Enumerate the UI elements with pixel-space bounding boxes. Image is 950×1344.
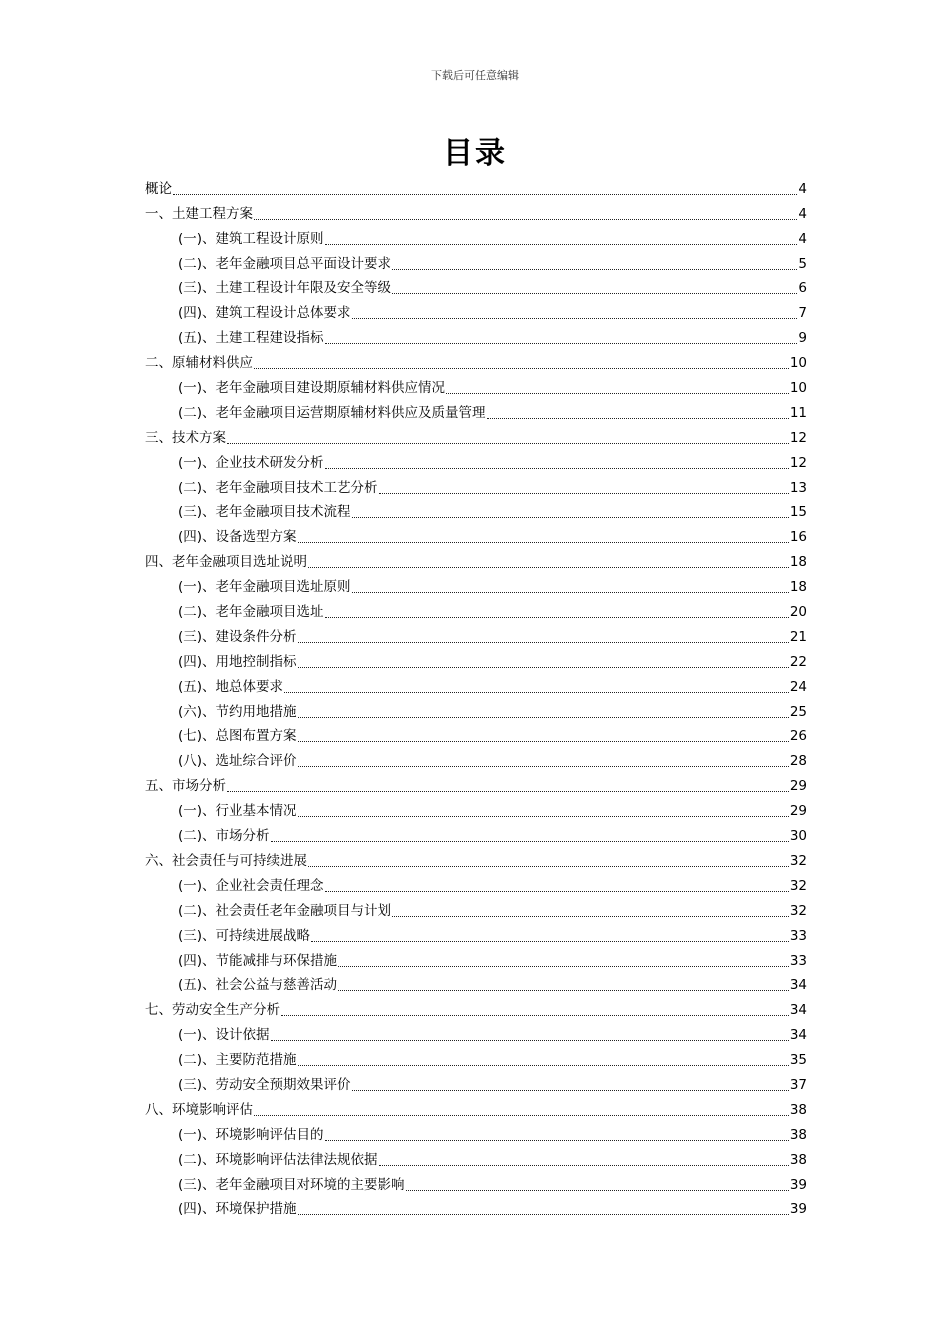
toc-entry-label: (四)、用地控制指标 — [178, 653, 297, 670]
toc-entry-label: (二)、环境影响评估法律法规依据 — [178, 1151, 378, 1168]
toc-entry-label: (一)、老年金融项目选址原则 — [178, 579, 351, 596]
toc-section-entry[interactable] — [145, 1070, 807, 1095]
toc-page-number: 4 — [798, 180, 807, 197]
toc-dot-leader — [392, 293, 797, 294]
toc-section-entry[interactable] — [145, 871, 807, 896]
toc-chapter-entry[interactable] — [145, 771, 807, 796]
toc-page-number: 10 — [789, 355, 807, 372]
toc-dot-leader — [352, 592, 789, 593]
toc-dot-leader — [379, 1165, 789, 1166]
toc-dot-leader — [227, 791, 789, 792]
toc-page-number: 18 — [789, 579, 807, 596]
toc-dot-leader — [271, 841, 789, 842]
toc-entry-label: (五)、土建工程建设指标 — [178, 330, 324, 347]
toc-entry-label: (一)、建筑工程设计原则 — [178, 230, 324, 247]
toc-section-entry[interactable] — [145, 448, 807, 473]
toc-dot-leader — [308, 866, 789, 867]
toc-section-entry[interactable] — [145, 1045, 807, 1070]
toc-dot-leader — [352, 517, 789, 518]
toc-section-entry[interactable] — [145, 946, 807, 971]
document-title: 目录 — [443, 136, 507, 171]
toc-entry-label: (四)、建筑工程设计总体要求 — [178, 305, 351, 322]
toc-page-number: 12 — [789, 454, 807, 471]
toc-entry-label: (四)、环境保护措施 — [178, 1201, 297, 1218]
toc-page-number: 35 — [789, 1052, 807, 1069]
toc-page-number: 20 — [789, 604, 807, 621]
toc-page-number: 18 — [789, 554, 807, 571]
toc-page-number: 33 — [789, 927, 807, 944]
toc-entry-label: 概论 — [145, 180, 172, 197]
toc-page-number: 11 — [789, 404, 807, 421]
toc-page-number: 29 — [789, 803, 807, 820]
toc-page-number: 32 — [789, 902, 807, 919]
toc-dot-leader — [325, 343, 798, 344]
toc-page-number: 32 — [789, 877, 807, 894]
toc-dot-leader — [284, 692, 789, 693]
toc-entry-label: (二)、老年金融项目选址 — [178, 604, 324, 621]
toc-entry-label: 七、劳动安全生产分析 — [145, 1002, 280, 1019]
toc-entry-label: (四)、设备选型方案 — [178, 529, 297, 546]
toc-page-number: 34 — [789, 1002, 807, 1019]
toc-page-number: 15 — [789, 504, 807, 521]
toc-section-entry[interactable] — [145, 398, 807, 423]
toc-page-number: 39 — [789, 1176, 807, 1193]
toc-chapter-entry[interactable] — [145, 199, 807, 224]
toc-entry-label: (二)、主要防范措施 — [178, 1052, 297, 1069]
toc-section-entry[interactable] — [145, 572, 807, 597]
toc-dot-leader — [173, 194, 797, 195]
toc-dot-leader — [352, 1090, 789, 1091]
toc-entry-label: 五、市场分析 — [145, 778, 226, 795]
toc-page-number: 28 — [789, 753, 807, 770]
toc-section-entry[interactable] — [145, 971, 807, 996]
toc-dot-leader — [392, 916, 789, 917]
toc-page-number: 9 — [798, 330, 807, 347]
toc-chapter-entry[interactable] — [145, 174, 807, 199]
toc-dot-leader — [254, 368, 789, 369]
toc-dot-leader — [298, 1214, 789, 1215]
toc-entry-label: (六)、节约用地措施 — [178, 703, 297, 720]
toc-section-entry[interactable] — [145, 647, 807, 672]
toc-dot-leader — [298, 741, 789, 742]
toc-page-number: 32 — [789, 852, 807, 869]
toc-chapter-entry[interactable] — [145, 547, 807, 572]
toc-dot-leader — [406, 1190, 789, 1191]
toc-dot-leader — [227, 443, 789, 444]
toc-page-number: 10 — [789, 380, 807, 397]
toc-entry-label: (七)、总图布置方案 — [178, 728, 297, 745]
toc-section-entry[interactable] — [145, 274, 807, 299]
toc-page-number: 7 — [798, 305, 807, 322]
toc-page-number: 34 — [789, 977, 807, 994]
toc-section-entry[interactable] — [145, 746, 807, 771]
toc-entry-label: (三)、老年金融项目技术流程 — [178, 504, 351, 521]
toc-section-entry[interactable] — [145, 473, 807, 498]
toc-dot-leader — [352, 318, 798, 319]
toc-page-number: 12 — [789, 429, 807, 446]
toc-section-entry[interactable] — [145, 323, 807, 348]
toc-entry-label: (二)、老年金融项目总平面设计要求 — [178, 255, 392, 272]
toc-section-entry[interactable] — [145, 896, 807, 921]
toc-dot-leader — [298, 642, 789, 643]
toc-entry-label: 一、土建工程方案 — [145, 205, 253, 222]
toc-dot-leader — [338, 990, 789, 991]
page-header-note: 下载后可任意编辑 — [431, 69, 519, 82]
toc-entry-label: (五)、社会公益与慈善活动 — [178, 977, 338, 994]
toc-page-number: 4 — [798, 230, 807, 247]
toc-page-number: 16 — [789, 529, 807, 546]
toc-entry-label: (三)、土建工程设计年限及安全等级 — [178, 280, 392, 297]
toc-page-number: 37 — [789, 1076, 807, 1093]
toc-page-number: 21 — [789, 628, 807, 645]
toc-dot-leader — [271, 1040, 789, 1041]
toc-entry-label: (一)、行业基本情况 — [178, 803, 297, 820]
toc-section-entry[interactable] — [145, 921, 807, 946]
toc-entry-label: 四、老年金融项目选址说明 — [145, 554, 307, 571]
toc-dot-leader — [487, 418, 789, 419]
toc-section-entry[interactable] — [145, 498, 807, 523]
toc-entry-label: (四)、节能减排与环保措施 — [178, 952, 338, 969]
toc-section-entry[interactable] — [145, 1145, 807, 1170]
toc-entry-label: (三)、建设条件分析 — [178, 628, 297, 645]
toc-page-number: 39 — [789, 1201, 807, 1218]
toc-entry-label: 二、原辅材料供应 — [145, 355, 253, 372]
toc-dot-leader — [298, 717, 789, 718]
toc-entry-label: (二)、老年金融项目技术工艺分析 — [178, 479, 378, 496]
toc-section-entry[interactable] — [145, 298, 807, 323]
toc-page-number: 34 — [789, 1027, 807, 1044]
toc-dot-leader — [325, 244, 798, 245]
toc-page-number: 38 — [789, 1101, 807, 1118]
toc-entry-label: (三)、老年金融项目对环境的主要影响 — [178, 1176, 405, 1193]
toc-dot-leader — [338, 966, 789, 967]
toc-entry-label: (一)、老年金融项目建设期原辅材料供应情况 — [178, 380, 446, 397]
toc-section-entry[interactable] — [145, 1020, 807, 1045]
toc-section-entry[interactable] — [145, 597, 807, 622]
toc-section-entry[interactable] — [145, 1120, 807, 1145]
toc-chapter-entry[interactable] — [145, 1095, 807, 1120]
toc-dot-leader — [311, 941, 789, 942]
toc-dot-leader — [254, 1115, 789, 1116]
toc-section-entry[interactable] — [145, 697, 807, 722]
toc-page-number: 13 — [789, 479, 807, 496]
toc-page-number: 6 — [798, 280, 807, 297]
toc-entry-label: 六、社会责任与可持续进展 — [145, 852, 307, 869]
toc-section-entry[interactable] — [145, 1170, 807, 1195]
toc-page-number: 25 — [789, 703, 807, 720]
toc-page-number: 4 — [798, 205, 807, 222]
toc-dot-leader — [298, 542, 789, 543]
toc-entry-label: (二)、社会责任老年金融项目与计划 — [178, 902, 392, 919]
toc-entry-label: (二)、老年金融项目运营期原辅材料供应及质量管理 — [178, 404, 486, 421]
toc-dot-leader — [281, 1015, 789, 1016]
toc-entry-label: (一)、企业技术研发分析 — [178, 454, 324, 471]
toc-section-entry[interactable] — [145, 1195, 807, 1220]
toc-dot-leader — [298, 1065, 789, 1066]
toc-dot-leader — [325, 468, 789, 469]
toc-section-entry[interactable] — [145, 224, 807, 249]
toc-section-entry[interactable] — [145, 522, 807, 547]
toc-page-number: 29 — [789, 778, 807, 795]
toc-entry-label: (三)、可持续进展战略 — [178, 927, 311, 944]
toc-dot-leader — [254, 219, 797, 220]
toc-section-entry[interactable] — [145, 722, 807, 747]
toc-entry-label: (八)、选址综合评价 — [178, 753, 297, 770]
toc-dot-leader — [325, 617, 789, 618]
toc-page-number: 38 — [789, 1151, 807, 1168]
toc-section-entry[interactable] — [145, 672, 807, 697]
toc-entry-label: (一)、设计依据 — [178, 1027, 270, 1044]
toc-entry-label: 三、技术方案 — [145, 429, 226, 446]
toc-section-entry[interactable] — [145, 622, 807, 647]
toc-section-entry[interactable] — [145, 249, 807, 274]
toc-page-number: 5 — [798, 255, 807, 272]
toc-page-number: 26 — [789, 728, 807, 745]
toc-dot-leader — [392, 269, 797, 270]
table-of-contents — [145, 174, 807, 1219]
toc-dot-leader — [308, 567, 789, 568]
toc-dot-leader — [298, 667, 789, 668]
toc-entry-label: (一)、企业社会责任理念 — [178, 877, 324, 894]
toc-chapter-entry[interactable] — [145, 348, 807, 373]
toc-section-entry[interactable] — [145, 796, 807, 821]
toc-section-entry[interactable] — [145, 821, 807, 846]
toc-dot-leader — [325, 1140, 789, 1141]
toc-chapter-entry[interactable] — [145, 995, 807, 1020]
toc-entry-label: (一)、环境影响评估目的 — [178, 1126, 324, 1143]
toc-page-number: 33 — [789, 952, 807, 969]
toc-page-number: 22 — [789, 653, 807, 670]
toc-dot-leader — [298, 816, 789, 817]
toc-chapter-entry[interactable] — [145, 846, 807, 871]
toc-page-number: 30 — [789, 828, 807, 845]
toc-entry-label: (五)、地总体要求 — [178, 678, 284, 695]
toc-dot-leader — [379, 493, 789, 494]
toc-chapter-entry[interactable] — [145, 423, 807, 448]
toc-page-number: 38 — [789, 1126, 807, 1143]
toc-section-entry[interactable] — [145, 373, 807, 398]
toc-dot-leader — [325, 891, 789, 892]
toc-entry-label: (二)、市场分析 — [178, 828, 270, 845]
toc-entry-label: 八、环境影响评估 — [145, 1101, 253, 1118]
toc-entry-label: (三)、劳动安全预期效果评价 — [178, 1076, 351, 1093]
toc-dot-leader — [298, 766, 789, 767]
toc-page-number: 24 — [789, 678, 807, 695]
toc-dot-leader — [446, 393, 789, 394]
